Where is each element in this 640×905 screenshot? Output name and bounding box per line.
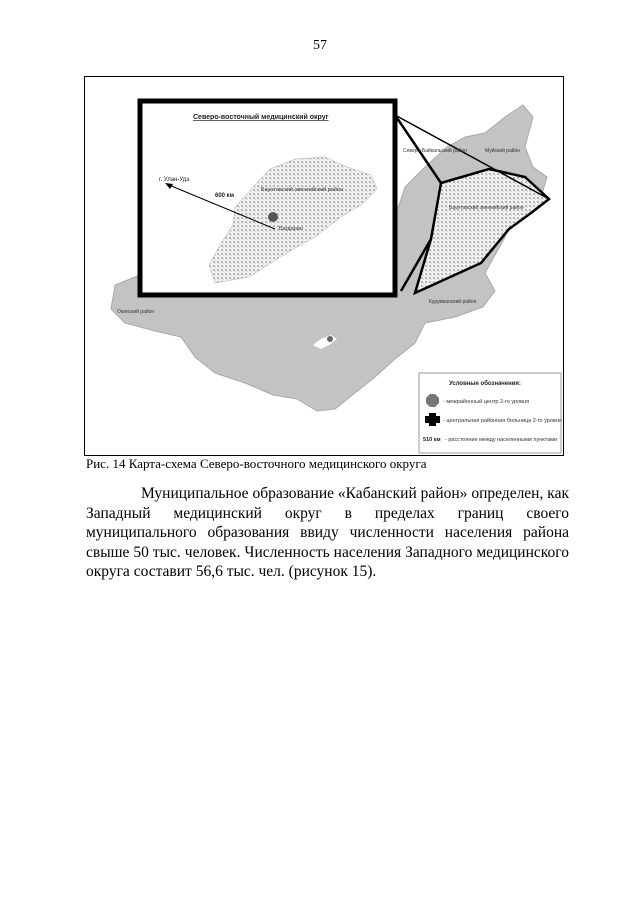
district-label-kurumkan: Курумканский район [429, 299, 477, 305]
legend-item-2: - центральная районная больница 2-го уровня [443, 418, 562, 424]
map-figure [84, 76, 564, 456]
inset-center-label: Багдарин [279, 226, 303, 232]
inset-distance-label: 600 км [215, 193, 235, 199]
inset-city-label: г. Улан-Удэ [159, 177, 190, 183]
inset-title: Северо-восточный медицинский округ [193, 114, 329, 121]
figure-caption: Рис. 14 Карта-схема Северо-восточного медицинского округа [86, 456, 427, 471]
legend-title: Условные обозначения: [449, 381, 521, 387]
page-number: 57 [313, 38, 327, 53]
body-paragraph [86, 484, 569, 582]
inset-district-label: Баунтовский эвенкийский район [261, 187, 344, 193]
district-label-okinsky: Окинский район [117, 309, 155, 315]
paragraph-text: Муниципальное образование «Кабанский район» определен, как Западный медицинский округ в пределах границ своего муниципального образования ввиду численности населения района свыше 50 тыс. человек. Численность населения Западного медицинского округа составит 56,6 тыс. чел. (рисунок 15). [86, 485, 569, 580]
legend-item-1: - межрайонный центр 2-го уровня [443, 399, 530, 405]
district-label-bauntov: Баунтовский эвенкийский район [449, 205, 524, 211]
district-label-north: Северо-Байкальский район [403, 148, 468, 154]
inset-center-marker [268, 212, 278, 222]
map-svg [85, 77, 563, 455]
center-marker [327, 336, 333, 342]
legend-item-3-symbol: 510 км [423, 437, 441, 443]
legend-item-3: - расстояние между населенными пунктами [445, 437, 558, 443]
district-label-muya: Муйский район [485, 148, 521, 154]
